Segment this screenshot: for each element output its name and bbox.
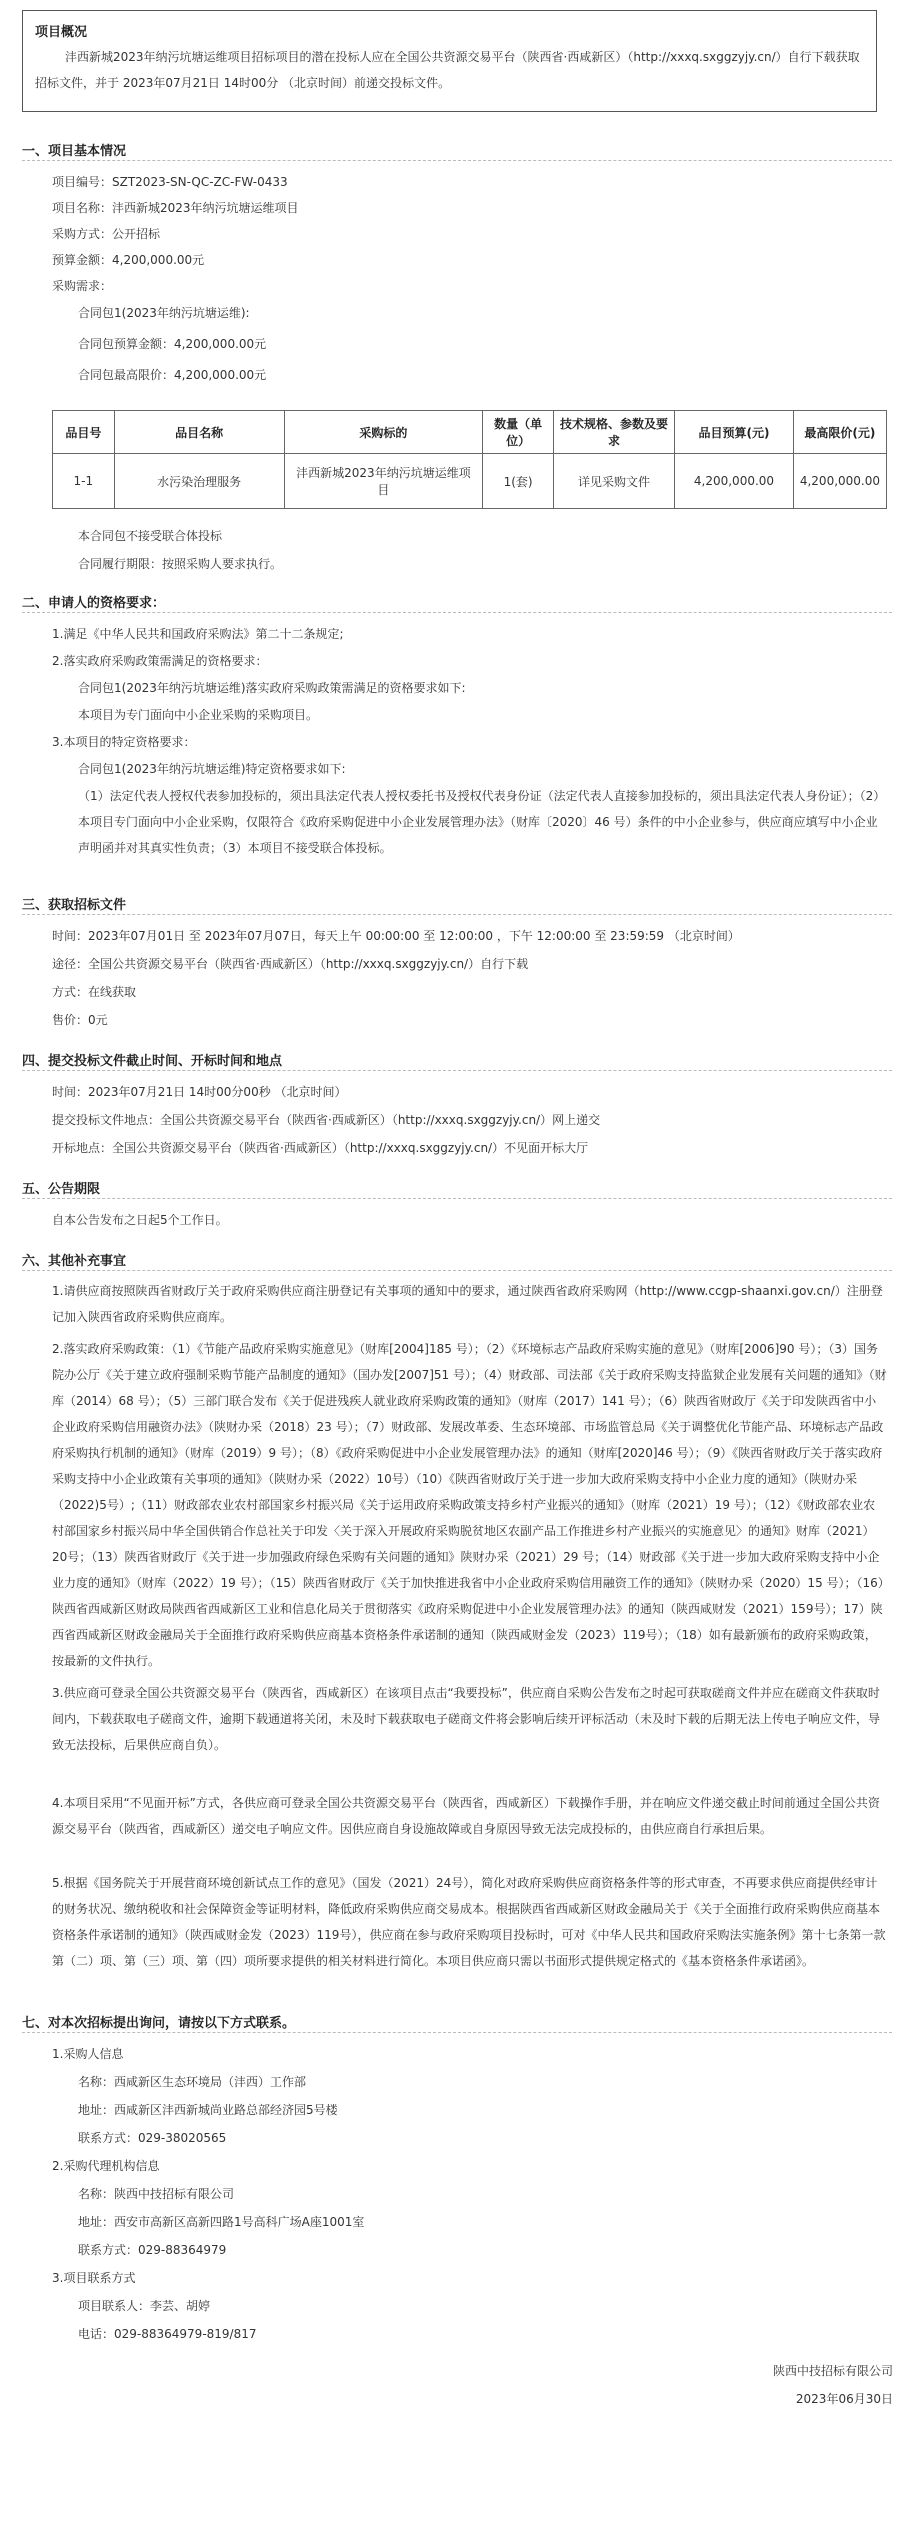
table-cell: 4,200,000.00 xyxy=(675,454,794,509)
table-header: 技术规格、参数及要求 xyxy=(553,411,674,454)
qualification-3-package: 合同包1(2023年纳污坑塘运维)特定资格要求如下: xyxy=(78,762,346,776)
project-contact-phone: 电话：029-88364979-819/817 xyxy=(78,2327,257,2341)
signature-date: 2023年06月30日 xyxy=(795,2392,893,2406)
table-cell: 1(套) xyxy=(483,454,553,509)
qualification-2-package: 合同包1(2023年纳污坑塘运维)落实政府采购政策需满足的资格要求如下: xyxy=(78,681,466,695)
purchaser-name: 名称：西咸新区生态环境局（沣西）工作部 xyxy=(78,2075,307,2089)
section-7-title: 七、对本次招标提出询问，请按以下方式联系。 xyxy=(22,2016,296,2031)
qualification-3: 3.本项目的特定资格要求： xyxy=(52,735,196,749)
project-contact-person: 项目联系人：李芸、胡婷 xyxy=(78,2299,211,2313)
table-header: 数量（单位） xyxy=(483,411,553,454)
project-name: 项目名称：沣西新城2023年纳污坑塘运维项目 xyxy=(52,201,299,215)
qualification-1: 1.满足《中华人民共和国政府采购法》第二十二条规定; xyxy=(52,627,344,641)
no-consortium-note: 本合同包不接受联合体投标 xyxy=(78,529,223,543)
bid-opening-location: 开标地点：全国公共资源交易平台（陕西省·西咸新区）（http://xxxq.sxggzyjy.cn/）不见面开标大厅 xyxy=(52,1141,589,1155)
procurement-demand-label: 采购需求： xyxy=(52,279,113,293)
project-number: 项目编号：SZT2023-SN-QC-ZC-FW-0433 xyxy=(52,175,288,189)
obtain-time: 时间：2023年07月01日 至 2023年07月07日，每天上午 00:00:00 至 12:00:00 ，下午 12:00:00 至 23:59:59 （北京时间） xyxy=(52,929,740,943)
table-cell: 详见采购文件 xyxy=(553,454,674,509)
section-divider xyxy=(22,1270,892,1271)
table-cell: 沣西新城2023年纳污坑塘运维项目 xyxy=(284,454,483,509)
section-divider xyxy=(22,1070,892,1071)
obtain-channel: 途径：全国公共资源交易平台（陕西省·西咸新区）（http://xxxq.sxggzyjy.cn/）自行下载 xyxy=(52,957,529,971)
notice-period: 自本公告发布之日起5个工作日。 xyxy=(52,1213,228,1227)
table-header: 最高限价(元) xyxy=(793,411,886,454)
table-cell: 1-1 xyxy=(53,454,115,509)
section-6-title: 六、其他补充事宜 xyxy=(22,1254,127,1269)
obtain-price: 售价：0元 xyxy=(52,1013,108,1027)
supplement-3: 3.供应商可登录全国公共资源交易平台（陕西省，西咸新区）在该项目点击“我要投标”，供应商自采购公告发布之时起可获取磋商文件并应在磋商文件获取时间内，下载获取电子磋商文件，逾期下载通道将关闭，未及时下载获取电子磋商文件将会影响后续开评标活动（未及时下载的后期无法上传电子响应文件，导致无法投标，后果供应商自负）。 xyxy=(52,1686,881,1752)
section-divider xyxy=(22,612,892,613)
section-divider xyxy=(22,914,892,915)
section-1-title: 一、项目基本情况 xyxy=(22,144,127,159)
table-row xyxy=(53,454,887,509)
items-table xyxy=(52,410,887,509)
table-header: 品目预算(元) xyxy=(675,411,794,454)
contract-period: 合同履行期限：按照采购人要求执行。 xyxy=(78,557,283,571)
qualification-2-detail: 本项目为专门面向中小企业采购的采购项目。 xyxy=(78,708,319,722)
procurement-method: 采购方式：公开招标 xyxy=(52,227,161,241)
package-budget: 合同包预算金额：4,200,000.00元 xyxy=(78,337,267,351)
supplement-1: 1.请供应商按照陕西省财政厅关于政府采购供应商注册登记有关事项的通知中的要求，通过陕西省政府采购网（http://www.ccgp-shaanxi.gov.cn/）注册登记加入陕西省政府采购供应商库。 xyxy=(52,1284,883,1324)
section-5-title: 五、公告期限 xyxy=(22,1182,101,1197)
table-cell: 4,200,000.00 xyxy=(793,454,886,509)
project-contact-heading: 3.项目联系方式 xyxy=(52,2271,136,2285)
table-header: 品目号 xyxy=(53,411,115,454)
table-cell: 水污染治理服务 xyxy=(114,454,284,509)
package-max-price: 合同包最高限价：4,200,000.00元 xyxy=(78,368,267,382)
deadline-time: 时间：2023年07月21日 14时00分00秒 （北京时间） xyxy=(52,1085,347,1099)
project-overview-box xyxy=(22,10,877,112)
supplement-5: 5.根据《国务院关于开展营商环境创新试点工作的意见》（国发（2021）24号），简化对政府采购供应商资格条件等的形式审查，不再要求供应商提供经审计的财务状况、缴纳税收和社会保障资金等证明材料，降低政府采购供应商交易成本。根据陕西省西咸新区财政金融局关于《关于全面推行政府采购供应商基本资格条件承诺制的通知》（陕西咸财金发（2023）119号），供应商在参与政府采购项目投标时，可对《中华人民共和国政府采购法实施条例》第十七条第一款第（二）项、第（三）项、第（四）项所要求提供的相关材料进行简化。本项目供应商只需以书面形式提供规定格式的《基本资格条件承诺函》。 xyxy=(52,1876,886,1968)
signature-org: 陕西中技招标有限公司 xyxy=(772,2364,893,2378)
section-3-title: 三、获取招标文件 xyxy=(22,898,127,913)
qualification-3-detail: （1）法定代表人授权代表参加投标的，须出具法定代表人授权委托书及授权代表身份证（法定代表人直接参加投标的，须出具法定代表人身份证）；（2）本项目专门面向中小企业采购，仅限符合《政府采购促进中小企业发展管理办法》（财库〔2020〕46 号）条件的中小企业参与，供应商应填写中小企业声明函并对其真实性负责；（3）本项目不接受联合体投标。 xyxy=(78,789,880,855)
agency-info-heading: 2.采购代理机构信息 xyxy=(52,2159,160,2173)
obtain-method: 方式：在线获取 xyxy=(52,985,137,999)
submission-location: 提交投标文件地点：全国公共资源交易平台（陕西省·西咸新区）（http://xxxq.sxggzyjy.cn/）网上递交 xyxy=(52,1113,601,1127)
purchaser-contact: 联系方式：029-38020565 xyxy=(78,2131,227,2145)
purchaser-info-heading: 1.采购人信息 xyxy=(52,2047,124,2061)
supplement-4: 4.本项目采用“不见面开标”方式，各供应商可登录全国公共资源交易平台（陕西省，西咸新区）下载操作手册，并在响应文件递交截止时间前通过全国公共资源交易平台（陕西省，西咸新区）递交电子响应文件。因供应商自身设施故障或自身原因导致无法完成投标的，由供应商自行承担后果。 xyxy=(52,1796,880,1836)
table-header: 采购标的 xyxy=(284,411,483,454)
purchaser-address: 地址：西咸新区沣西新城尚业路总部经济园5号楼 xyxy=(78,2103,338,2117)
overview-text: 沣西新城2023年纳污坑塘运维项目招标项目的潜在投标人应在全国公共资源交易平台（陕西省·西咸新区）（http://xxxq.sxggzyjy.cn/）自行下载获取招标文件，并于 2023年07月21日 14时00分 （北京时间）前递交投标文件。 xyxy=(35,50,860,90)
agency-contact: 联系方式：029-88364979 xyxy=(78,2243,227,2257)
table-header-row xyxy=(53,411,887,454)
supplement-2-policies: 2.落实政府采购政策：（1）《节能产品政府采购实施意见》（财库[2004]185 号）；（2）《环境标志产品政府采购实施的意见》（财库[2006]90 号）；（3）国务院办公厅《关于建立政府强制采购节能产品制度的通知》（国办发[2007]51 号）；（4）财政部、司法部《关于政府采购支持监狱企业发展有关问题的通知》（财库（2014）68 号）；（5）三部门联合发布《关于促进残疾人就业政府采购政策的通知》（财库（2017）141 号）；（6）陕西省财政厅《关于印发陕西省中小企业政府采购信用融资办法》（陕财办采（2018）23 号）；（7）财政部、发展改革委、生态环境部、市场监管总局《关于调整优化节能产品、环境标志产品政府采购执行机制的通知》（财库（2019）9 号）；（8）《政府采购促进中小企业发展管理办法》的通知（财库[2020]46 号）；（9）《陕西省财政厅关于落实政府采购支持中小企业政策有关事项的通知》（陕财办采（2022）10号）（10）《陕西省财政厅关于进一步加大政府采购支持中小企业力度的通知》（陕财办采（2022)5号）;（11）财政部农业农村部国家乡村振兴局《关于运用政府采购政策支持乡村产业振兴的通知》（财库（2021）19 号）；（12）《财政部农业农村部国家乡村振兴局中华全国供销合作总社关于印发〈关于深入开展政府采购脱贫地区农副产品工作推进乡村产业振兴的实施意见〉的通知》财库（2021）20号；（13）陕西省财政厅《关于进一步加强政府绿色采购有关问题的通知》陕财办采（2021）29 号；（14）财政部《关于进一步加大政府采购支持中小企业力度的通知》（财库（2022）19 号）；（15）陕西省财政厅《关于加快推进我省中小企业政府采购信用融资工作的通知》（陕财办采（2020）15 号）；（16）陕西省西咸新区财政局陕西省西咸新区工业和信息化局关于贯彻落实《政府采购促进中小企业发展管理办法》的通知（陕西咸财发（2021）159号）；17）陕西省西咸新区财政金融局关于全面推行政府采购供应商基本资格条件承诺制的通知（陕西咸财金发（2023）119号）；（18）如有最新颁布的政府采购政策，按最新的文件执行。 xyxy=(52,1342,887,1668)
section-divider xyxy=(22,160,892,161)
agency-name: 名称：陕西中技招标有限公司 xyxy=(78,2187,235,2201)
agency-address: 地址：西安市高新区高新四路1号高科广场A座1001室 xyxy=(78,2215,365,2229)
overview-title: 项目概况 xyxy=(35,25,88,40)
qualification-2: 2.落实政府采购政策需满足的资格要求： xyxy=(52,654,268,668)
budget-amount: 预算金额：4,200,000.00元 xyxy=(52,253,205,267)
section-4-title: 四、提交投标文件截止时间、开标时间和地点 xyxy=(22,1054,283,1069)
table-header: 品目名称 xyxy=(114,411,284,454)
section-divider xyxy=(22,2032,892,2033)
section-2-title: 二、申请人的资格要求： xyxy=(22,596,166,611)
contract-package-name: 合同包1(2023年纳污坑塘运维): xyxy=(78,306,250,320)
section-divider xyxy=(22,1198,892,1199)
